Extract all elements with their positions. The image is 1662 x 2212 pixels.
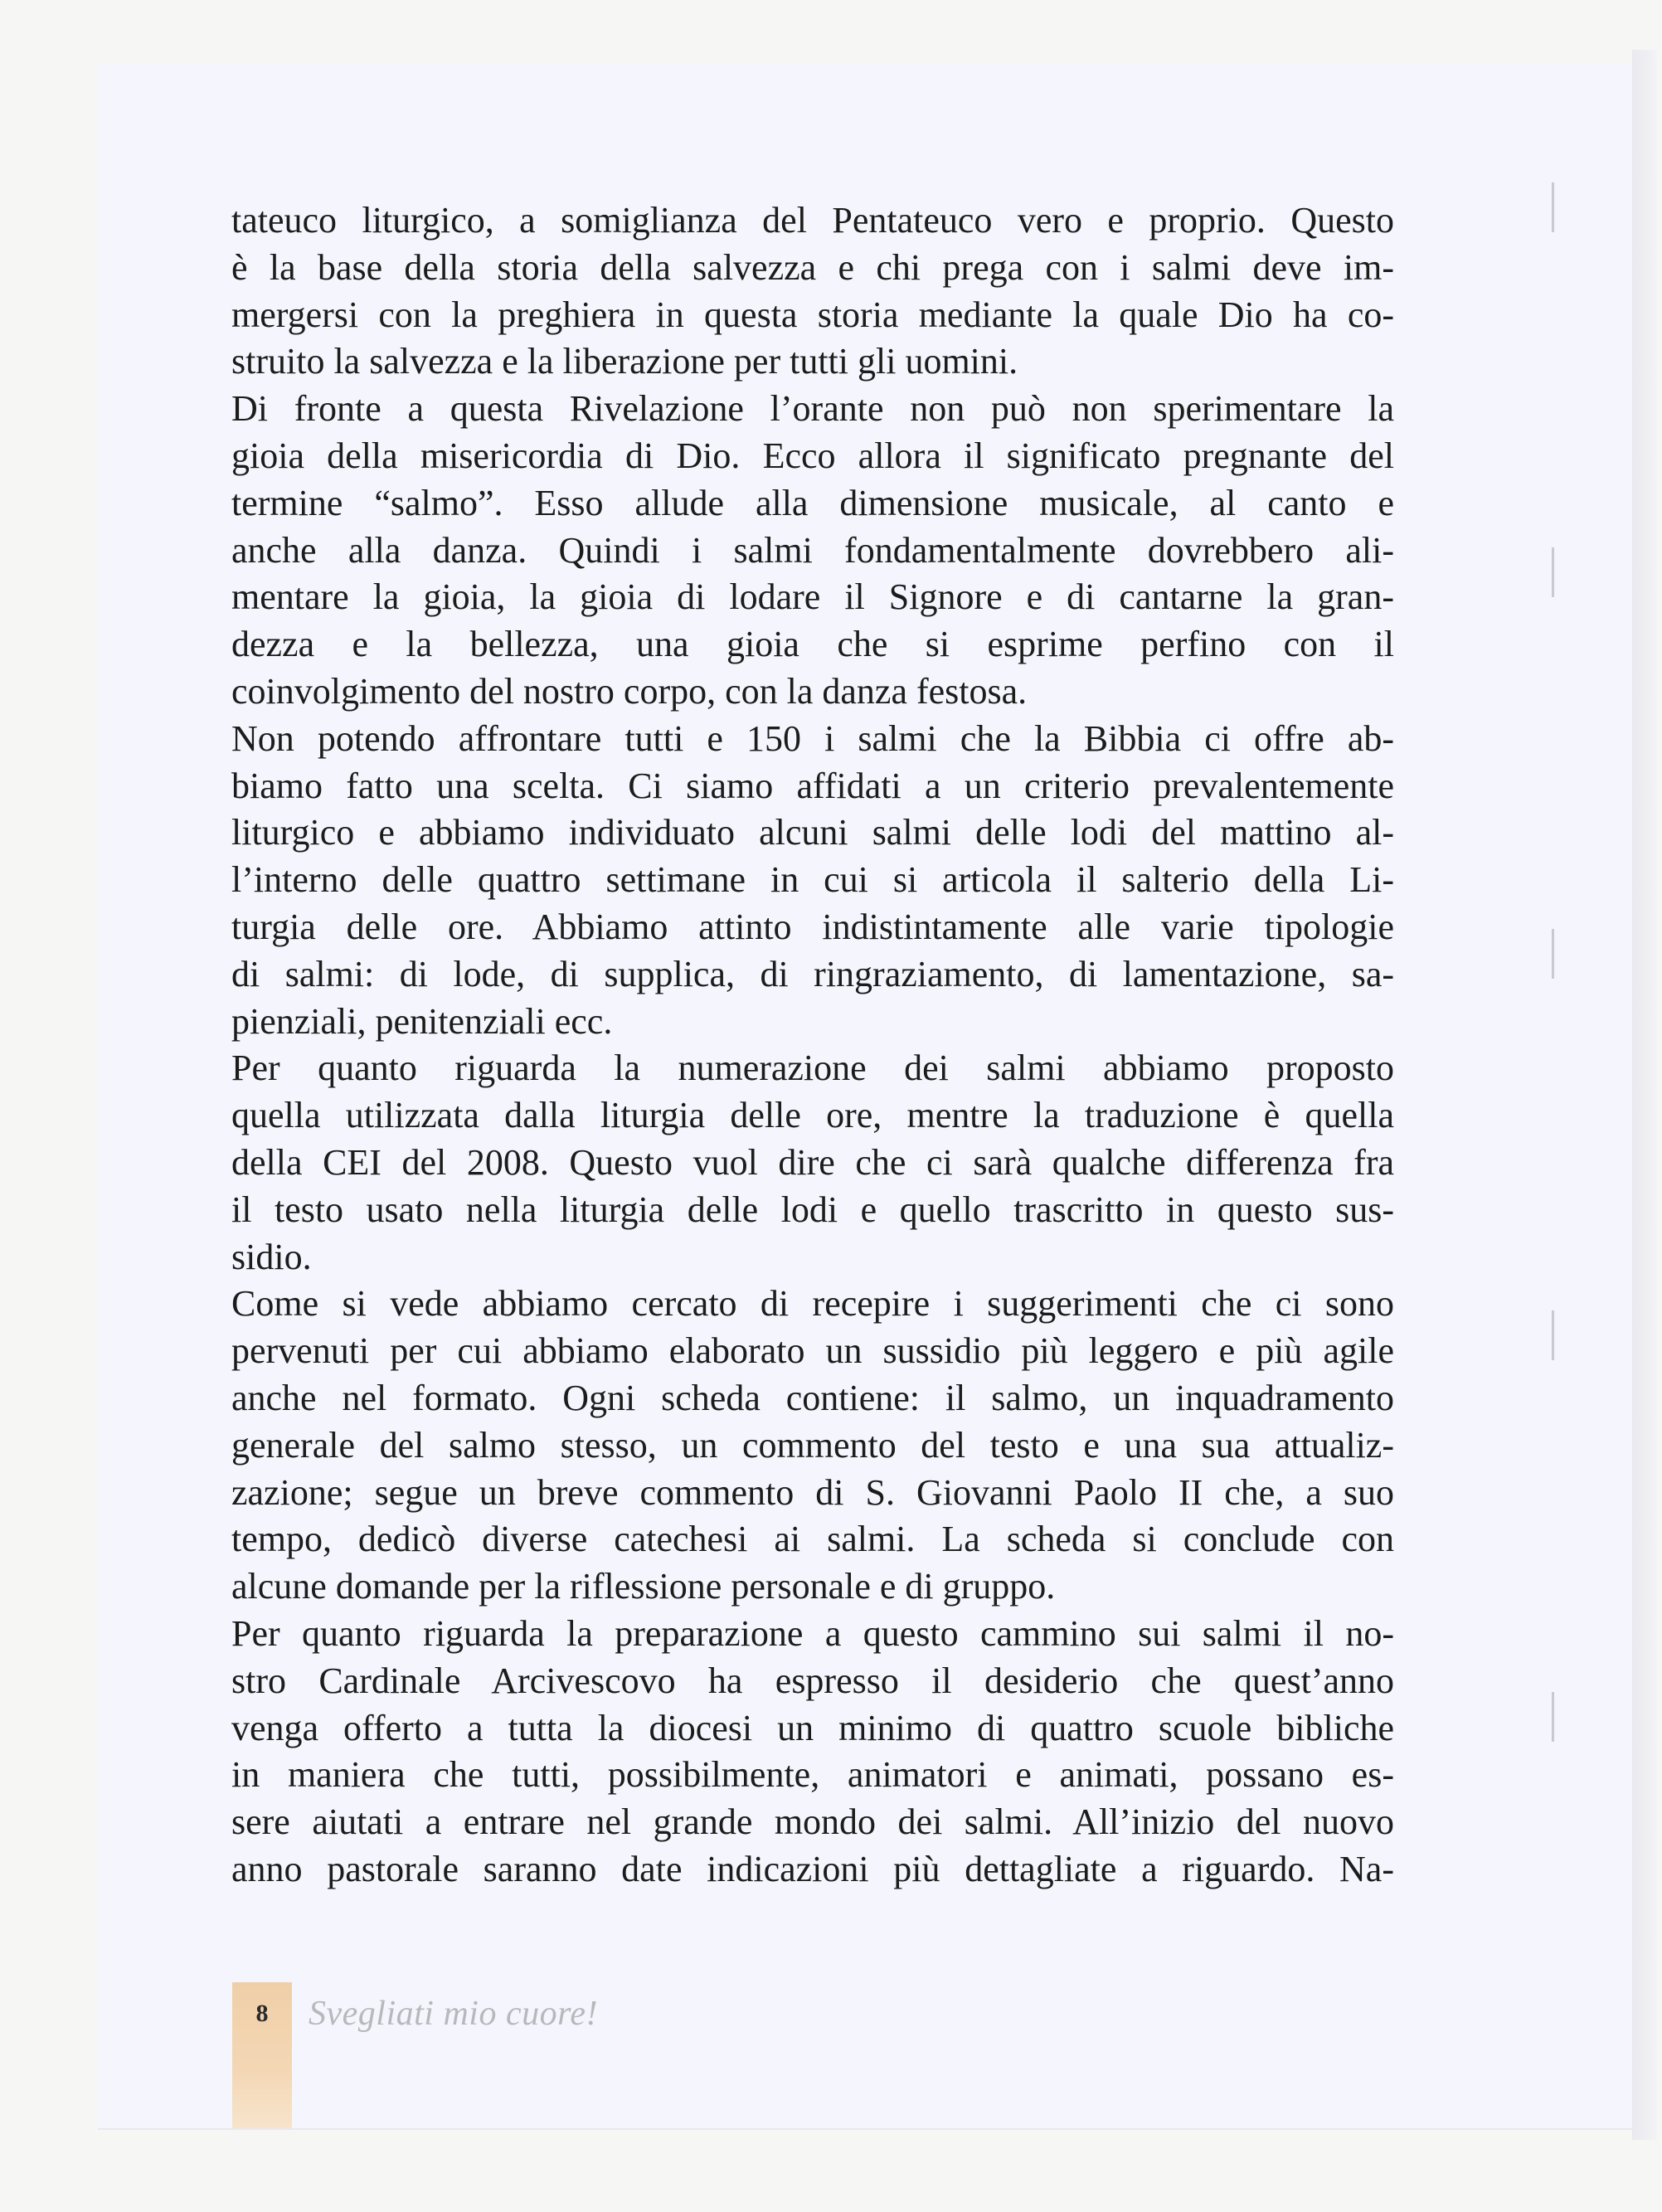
text-line: turgia delle ore. Abbiamo attinto indistintamente alle varie tipologie [231, 906, 1394, 947]
text-line: stro Cardinale Arcivescovo ha espresso il desiderio che quest’anno [231, 1660, 1394, 1701]
binding-stitch [1552, 547, 1554, 597]
text-line: mergersi con la preghiera in questa storia mediante la quale Dio ha co- [231, 294, 1394, 335]
paragraph [231, 386, 1394, 716]
text-line: alcune domande per la riflessione personale e di gruppo. [231, 1566, 1056, 1607]
page-number: 8 [255, 2000, 269, 2027]
text-line: è la base della storia della salvezza e chi prega con i salmi deve im- [231, 246, 1394, 288]
text-line: tempo, dedicò diverse catechesi ai salmi. La scheda si conclude con [231, 1519, 1394, 1560]
text-line: quella utilizzata dalla liturgia delle ore, mentre la traduzione è quella [231, 1095, 1394, 1136]
text-line: zazione; segue un breve commento di S. Giovanni Paolo II che, a suo [231, 1471, 1394, 1513]
page-edge-shadow [1632, 50, 1657, 2140]
text-line: biamo fatto una scelta. Ci siamo affidati a un criterio prevalentemente [231, 765, 1394, 806]
text-line: struito la salvezza e la liberazione per tutti gli uomini. [231, 341, 1018, 382]
text-line: della CEI del 2008. Questo vuol dire che ci sarà qualche differenza fra [231, 1141, 1394, 1183]
text-line: anche alla danza. Quindi i salmi fondamentalmente dovrebbero ali- [231, 529, 1394, 571]
binding-stitch [1552, 1692, 1554, 1742]
text-line: venga offerto a tutta la diocesi un minimo di quattro scuole bibliche [231, 1707, 1394, 1748]
text-line: generale del salmo stesso, un commento del testo e una sua attualiz- [231, 1424, 1394, 1466]
text-line: anche nel formato. Ogni scheda contiene: il salmo, un inquadramento [231, 1377, 1394, 1418]
text-line: il testo usato nella liturgia delle lodi e quello trascritto in questo sus- [231, 1189, 1394, 1230]
text-line: termine “salmo”. Esso allude alla dimensione musicale, al canto e [231, 482, 1394, 523]
text-line: in maniera che tutti, possibilmente, animatori e animati, possano es- [231, 1754, 1394, 1796]
text-line: anno pastorale saranno date indicazioni più dettagliate a riguardo. Na- [231, 1848, 1394, 1889]
text-line: l’interno delle quattro settimane in cui si articola il salterio della Li- [231, 859, 1394, 901]
binding-stitch [1552, 182, 1554, 232]
text-line: Non potendo affrontare tutti e 150 i salmi che la Bibbia ci offre ab- [231, 717, 1394, 759]
binding-stitch [1552, 929, 1554, 979]
paragraph [231, 1045, 1394, 1281]
text-line: sidio. [231, 1236, 312, 1277]
text-line: Come si vede abbiamo cercato di recepire i suggerimenti che ci sono [231, 1283, 1394, 1325]
text-line: Di fronte a questa Rivelazione l’orante non può non sperimentare la [231, 388, 1394, 430]
text-line: liturgico e abbiamo individuato alcuni salmi delle lodi del mattino al- [231, 812, 1394, 853]
text-line: gioia della misericordia di Dio. Ecco allora il significato pregnante del [231, 435, 1394, 476]
paragraph [231, 197, 1394, 386]
text-line: Per quanto riguarda la preparazione a questo cammino sui salmi il no- [231, 1612, 1394, 1654]
paragraph [231, 1281, 1394, 1611]
paragraph [231, 1611, 1394, 1894]
text-line: coinvolgimento del nostro corpo, con la danza festosa. [231, 670, 1028, 712]
text-line: pienziali, penitenziali ecc. [231, 1000, 613, 1042]
text-line: dezza e la bellezza, una gioia che si esprime perfino con il [231, 624, 1394, 665]
paragraph [231, 716, 1394, 1046]
text-line: sere aiutati a entrare nel grande mondo dei salmi. All’inizio del nuovo [231, 1801, 1394, 1843]
body-text [231, 197, 1394, 1894]
text-line: tateuco liturgico, a somiglianza del Pentateuco vero e proprio. Questo [231, 200, 1394, 241]
text-line: mentare la gioia, la gioia di lodare il Signore e di cantarne la gran- [231, 576, 1394, 618]
text-line: di salmi: di lode, di supplica, di ringraziamento, di lamentazione, sa- [231, 953, 1394, 994]
text-line: pervenuti per cui abbiamo elaborato un sussidio più leggero e più agile [231, 1330, 1394, 1372]
running-title: Svegliati mio cuore! [309, 1995, 599, 2033]
text-line: Per quanto riguarda la numerazione dei salmi abbiamo proposto [231, 1048, 1394, 1089]
binding-stitch [1552, 1310, 1554, 1360]
